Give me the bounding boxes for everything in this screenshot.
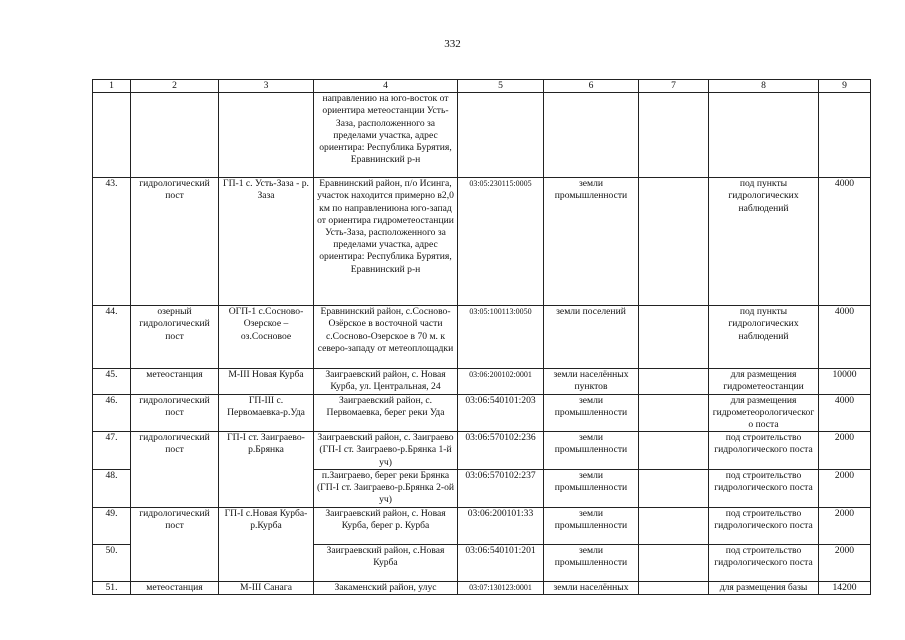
- header-cell: 1: [93, 80, 131, 93]
- location: п.Заиграево, берег реки Брянка (ГП-I ст. Заиграево-р.Брянка 2-ой уч): [314, 469, 458, 507]
- area: 14200: [819, 581, 871, 594]
- row-number: 50.: [93, 544, 131, 581]
- column-7: [639, 369, 709, 394]
- column-7: [639, 544, 709, 581]
- object-name: ГП-1 с. Усть-Заза - р. Заза: [219, 178, 314, 306]
- table-row: [93, 581, 871, 594]
- object-type: метеостанция: [131, 369, 219, 394]
- purpose: для размещения гидрометеорологического поста: [709, 394, 819, 432]
- table-row: [93, 178, 871, 306]
- page-number: 332: [444, 38, 461, 50]
- land-plots-table: [92, 79, 871, 595]
- location: Заиграевский район, с.Новая Курба: [314, 544, 458, 581]
- header-cell: 4: [314, 80, 458, 93]
- row-number: 47.: [93, 432, 131, 470]
- land-category: земли промышленности: [544, 544, 639, 581]
- header-row: [93, 80, 871, 93]
- location: Заиграевский район, с. Новая Курба, ул. Центральная, 24: [314, 369, 458, 394]
- header-cell: 8: [709, 80, 819, 93]
- land-category: земли промышленности: [544, 178, 639, 306]
- row-number: 51.: [93, 581, 131, 594]
- object-name: ОГП-1 с.Сосново-Озерское – оз.Сосновое: [219, 306, 314, 369]
- purpose: под пункты гидрологических наблюдений: [709, 306, 819, 369]
- cadastre-number: 03:06:570102:237: [458, 469, 544, 507]
- row-number: 46.: [93, 394, 131, 432]
- cadastre-number: 03:05:230115:0005: [458, 178, 544, 306]
- row-number: 49.: [93, 507, 131, 544]
- area: 4000: [819, 306, 871, 369]
- cadastre-number: 03:07:130123:0001: [458, 581, 544, 594]
- location: направлению на юго-восток от ориентира метеостанции Усть-Заза, расположенного за пределами участка, адрес ориентира: Республика Бурятия, Еравнинский р-н: [314, 93, 458, 178]
- cadastre-number: [458, 93, 544, 178]
- location: Еравнинский район, с.Сосново-Озёрское в восточной части с.Сосново-Озерское в 70 м. к северо-западу от метеоплощадки: [314, 306, 458, 369]
- location: Закаменский район, улус: [314, 581, 458, 594]
- table-row: [93, 507, 871, 544]
- table-row: [93, 93, 871, 178]
- area: 2000: [819, 469, 871, 507]
- land-category: земли промышленности: [544, 394, 639, 432]
- location: Еравнинский район, п/о Исинга, участок находится примерно в2,0 км по направлениюна юго-запад от ориентира гидрометеостанции Усть-Заза, расположенного за пределами участка, адрес ориентира: Республика Бурятия, Еравнинский р-н: [314, 178, 458, 306]
- cadastre-number: 03:06:540101:201: [458, 544, 544, 581]
- column-7: [639, 581, 709, 594]
- header-cell: 6: [544, 80, 639, 93]
- land-category: земли населённых пунктов: [544, 369, 639, 394]
- land-category: [544, 93, 639, 178]
- row-number: 44.: [93, 306, 131, 369]
- object-type: [131, 93, 219, 178]
- column-7: [639, 432, 709, 470]
- object-name: ГП-III с. Первомаевка-р.Уда: [219, 394, 314, 432]
- object-name: ГП-I ст. Заиграево-р.Брянка: [219, 432, 314, 508]
- object-type: метеостанция: [131, 581, 219, 594]
- land-category: земли промышленности: [544, 469, 639, 507]
- land-category: земли промышленности: [544, 432, 639, 470]
- purpose: для размещения базы: [709, 581, 819, 594]
- purpose: под строительство гидрологического поста: [709, 507, 819, 544]
- row-number: 48.: [93, 469, 131, 507]
- purpose: под строительство гидрологического поста: [709, 432, 819, 470]
- area: 2000: [819, 432, 871, 470]
- column-7: [639, 469, 709, 507]
- table-row: [93, 432, 871, 470]
- object-type: гидрологический пост: [131, 178, 219, 306]
- land-category: земли населённых: [544, 581, 639, 594]
- location: Заиграевский район, с. Новая Курба, берег р. Курба: [314, 507, 458, 544]
- table-row: [93, 394, 871, 432]
- cadastre-number: 03:06:200102:0001: [458, 369, 544, 394]
- header-cell: 9: [819, 80, 871, 93]
- cadastre-number: 03:06:200101:33: [458, 507, 544, 544]
- object-type: озерный гидрологический пост: [131, 306, 219, 369]
- object-type: гидрологический пост: [131, 507, 219, 581]
- object-name: [219, 93, 314, 178]
- object-type: гидрологический пост: [131, 394, 219, 432]
- row-number: 43.: [93, 178, 131, 306]
- purpose: под строительство гидрологического поста: [709, 544, 819, 581]
- object-name: М-III Новая Курба: [219, 369, 314, 394]
- column-7: [639, 306, 709, 369]
- location: Заиграевский район, с. Первомаевка, берег реки Уда: [314, 394, 458, 432]
- table-row: [93, 369, 871, 394]
- land-category: земли поселений: [544, 306, 639, 369]
- purpose: для размещения гидрометеостанции: [709, 369, 819, 394]
- object-name: ГП-I с.Новая Курба-р.Курба: [219, 507, 314, 581]
- header-cell: 3: [219, 80, 314, 93]
- cadastre-number: 03:06:540101:203: [458, 394, 544, 432]
- land-category: земли промышленности: [544, 507, 639, 544]
- object-type: гидрологический пост: [131, 432, 219, 508]
- column-7: [639, 178, 709, 306]
- table-row: [93, 306, 871, 369]
- header-cell: 7: [639, 80, 709, 93]
- area: [819, 93, 871, 178]
- cadastre-number: 03:05:100113:0050: [458, 306, 544, 369]
- column-7: [639, 394, 709, 432]
- cadastre-number: 03:06:570102:236: [458, 432, 544, 470]
- area: 2000: [819, 507, 871, 544]
- area: 10000: [819, 369, 871, 394]
- row-number: 45.: [93, 369, 131, 394]
- area: 2000: [819, 544, 871, 581]
- column-7: [639, 507, 709, 544]
- object-name: М-III Санага: [219, 581, 314, 594]
- header-cell: 2: [131, 80, 219, 93]
- purpose: [709, 93, 819, 178]
- area: 4000: [819, 394, 871, 432]
- area: 4000: [819, 178, 871, 306]
- column-7: [639, 93, 709, 178]
- location: Заиграевский район, с. Заиграево (ГП-I ст. Заиграево-р.Брянка 1-й уч): [314, 432, 458, 470]
- purpose: под строительство гидрологического поста: [709, 469, 819, 507]
- purpose: под пункты гидрологических наблюдений: [709, 178, 819, 306]
- header-cell: 5: [458, 80, 544, 93]
- row-number: [93, 93, 131, 178]
